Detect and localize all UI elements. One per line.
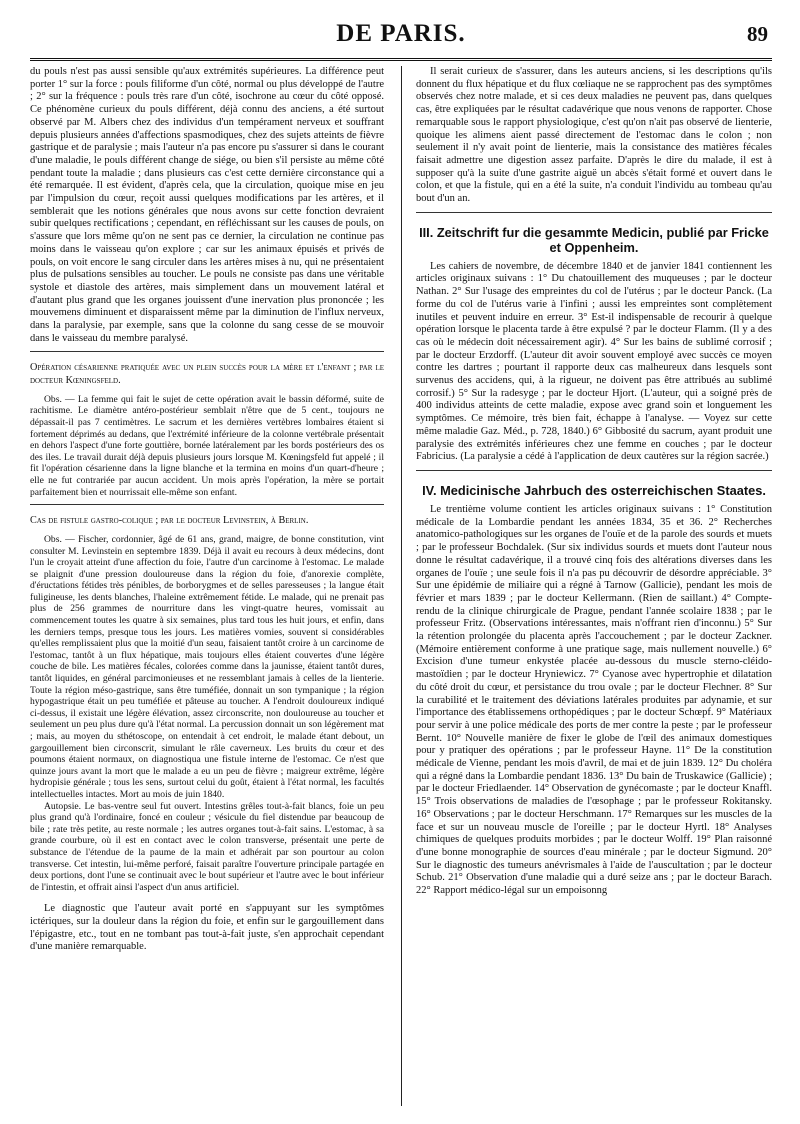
section-separator [416,212,772,213]
page-number: 89 [747,22,768,46]
running-title: DE PARIS. [336,20,466,47]
section-separator [416,470,772,471]
cesarean-section-title: Opération césarienne pratiquée avec un plein succès pour la mère et l'enfant ; par le docteur Kœningsfeld. [30,362,384,387]
page-header [30,18,772,58]
header-rule [30,58,772,61]
zeitschrift-section-title: III. Zeitschrift fur die gesammte Medicin, publié par Fricke et Oppenheim. [419,224,769,255]
fistula-discussion-paragraph: Il serait curieux de s'assurer, dans les auteurs anciens, si les descriptions qu'ils donnent du flux hépatique et du flux cœliaque ne se rapprochent pas des symptômes observés chez notre malade, et si ces deux maladies ne peuvent pas, dans quelques cas, être expliquées par le résultat cadavérique que nous venons de rapporter. Chose remarquable sous le rapport physiologique, c'est qu'on n'ait pas observé de lienterie, quoique les alimens aient passé directement de l'estomac dans le colon ; non seulement il n'y avait point de lienterie, mais la consistance des matières fécales faisait admettre une digestion assez parfaite. D'après le dire du malade, il est à supposer qu'à la suite d'une gastrite aiguë un abcès s'était formé et ouvert dans le colon, et que la fistule, qui en a été la suite, n'a conduit l'individu au tombeau qu'au bout d'un an. [416,66,772,205]
right-column [416,66,772,1106]
fistula-conclusion: Le diagnostic que l'auteur avait porté en s'appuyant sur les symptômes ictériques, sur la douleur dans la région du foie, et enfin sur le gargouillement dans l'épigastre, etc., tout en ne tombant pas tout-à-fait juste, s'en approchait cependant d'une manière remarquable. [30,903,384,953]
fistula-section-title: Cas de fistule gastro-colique ; par le docteur Levinstein, à Berlin. [30,515,309,527]
zeitschrift-section-text: Les cahiers de novembre, de décembre 1840 et de janvier 1841 contiennent les articles originaux suivans : 1° Du chatouillement des muqueuses ; par le docteur Nathan. 2° Sur l'usage des empreintes du col de l'utérus ; par le docteur Panck. (La forme du col de l'utérus varie à l'infini ; aussi les empreintes sont complètement inutiles et peuvent induire en erreur. 3° Est-il indispensable de recourir à quelque opération lorsque le placenta tarde à être expulsé ? par le docteur Flamm. (Il y a des cas où le médecin doit nécessairement agir). 4° Sur les bains de sublimé corrosif ; par le docteur Erzdorff. (L'auteur dit avoir souvent employé avec succès ce moyen contre les dartres ; pourtant il rapporte deux cas malheureux dans lesquels sont survenus des accidens, qui, à la rigueur, ne doivent pas être attribués au sublimé corrosif.) 5° Sur la radesyge ; par le docteur Hjort. (L'auteur, qui a soigné près de 400 individus atteints de cette maladie, expose avec grand soin et longuement les symptômes. Ce mémoire, très bien fait, échappe à l'analyse. — Voyez sur cette même maladie Gaz. Méd., p. 728, 1840.) 6° Gibbosité du sacrum, ayant produit une paralysie des extrémités inférieures chez une femme en couches ; par le docteur Fabricius. (La paralysie a cédé à l'application de deux cautères sur la région sacrée.) [416,260,772,463]
jahrbuch-section-title: IV. Medicinische Jahrbuch des osterreichischen Staates. [422,482,766,498]
jahrbuch-section-text: Le trentième volume contient les articles originaux suivans : 1° Constitution médicale de la Lombardie pendant les années 1834, 35 et 36. 2° Recherches anatomico-pathologiques sur les organes de l'ouïe et de la parole des sourds et muets ; par le professeur Bochdalek. (Sur six individus sourds et muets dont l'auteur nous donne le résultat cadavérique, il a trouvé cinq fois des altérations diverses dans les organes de l'ouïe ; une seule fois il n'a pas pu découvrir de désordre appréciable. 3° Sur une épidémie de miliaire qui a régné à Tarnow (Gallicie), pendant les mois de février et mars 1839 ; par le docteur Kellermann. (Rien de saillant.) 4° Compte-rendu de la clinique chirurgicale de Prague, pendant l'année scolaire 1838 ; par le professeur Fritz. (Observations intéressantes, mais n'offrant rien d'inconnu.) 5° Sur la rétention prolongée du placenta après l'accouchement ; par le docteur Zackner. (Mémoire entièrement conforme à une pratique sage, mais nullement nouvelle.) 6° Excision d'une tumeur enkystée placée au-dessous du muscle sterno-cléido-mastoïdien ; par le docteur Hryniewicz. 7° Cyanose avec hypertrophie et dilatation du côté droit du cœur, et persistance du trou ovale ; par le docteur Flechner. 8° Sur la curabilité et le traitement des déviations latérales produites par adynamie, et sur l'importance des établissemens orthopédiques ; par le docteur Schœpf. 9° Matériaux pour servir à une police médicale des ports de mer contre la peste ; par le professeur Bernt. 10° Nouvelle manière de fixer le globe de l'œil des animaux domestiques pour y pratiquer des opérations ; par le professeur Hayne. 11° De la constitution médicale de Vienne, pendant les mois d'avril, de mai et de juin 1839. 12° Du choléra qui a régné dans la Lombardie pendant 1836. 13° Du bain de Truskawice (Gallicie) ; par le docteur Friedlaender. 14° Observation de gynécomaste ; par le docteur Knaffl. 15° Trois observations de maladies de l'œsophage ; par le professeur Rokitansky. 16° Observations ; par le docteur Herschmann. 17° Remarques sur les muscles de la face et sur un nouveau muscle de l'oreille ; par le docteur Hyrtl. 18° Analyses chimiques de quelques produits morbides ; par le docteur Wolff. 19° Plan raisonné d'une bonne monographie de sources d'eau minérale ; par le docteur Sigmund. 20° Sur le diagnostic des tumeurs anévrismales à l'aide de l'auscultation ; par le docteur Schub. 21° Observation d'une maladie qui a duré seize ans ; par le docteur Barach. 22° Rapport médico-légal sur un empoisonng [416,503,772,897]
fistula-autopsy: Autopsie. Le bas-ventre seul fut ouvert. Intestins grêles tout-à-fait blancs, foie un peu plus grand qu'à l'ordinaire, foncé en couleur ; vésicule du fiel distendue par beaucoup de bile ; rate très petite, au reste normale ; les autres organes tout-à-fait sains. L'estomac, à sa grande courbure, où il est en contact avec le colon transverse, présentait une perte de substance de l'étendue de la paume de la main et adhérait par son pourtour au colon transverse. Cet intestin, lui-même perforé, faisait paraître l'ouverture principale partagée en deux portions, dont l'une se continuait avec le bout supérieur et l'autre avec le bout inférieur de l'intestin, et offrait ainsi l'aspect d'un anus artificiel. [30,800,384,893]
section-separator [30,351,384,352]
left-column [30,66,384,1106]
cesarean-section-text: Obs. — La femme qui fait le sujet de cette opération avait le bassin déformé, suite de rachitisme. Le diamètre antéro-postérieur semblait n'être que de 5 cent., toujours ne dépassait-il pas 7 centimètres. Le sacrum et les dernières vertèbres lombaires étaient si fortement déprimés au dedans, que l'extrémité inférieure de la colonne vertébrale présentait en dehors l'aspect d'une forte gouttière, bornée latéralement par les bords postérieurs des os des iles. Le travail durait déjà depuis plusieurs jours lorsque M. Kœningsfeld fut appelé ; il fit l'opération césarienne dans la ligne blanche et la termina en moins d'un quart-d'heure ; elle ne fut contrariée par aucun accident. Un mois après l'opération, la mère se portait parfaitement bien et nourrissait elle-même son enfant. [30,393,384,498]
fistula-observation: Obs. — Fischer, cordonnier, âgé de 61 ans, grand, maigre, de bonne constitution, vint consulter M. Levinstein en septembre 1839. Déjà il avait eu recours à deux médecins, dont l'un le croyait atteint d'une affection du foie, l'autre d'un carcinome à l'estomac. Le malade se plaignit d'une pression douloureuse dans la région du foie, d'anorexie complète, d'éructations fétides très pénibles, de borborygmes et de selles paresseuses ; la langue était fuligineuse, les dents blanches, l'haleine extrêmement fétide. Le malade, qui ne prenait pas plus de 256 grammes de nourriture dans les vingt-quatre heures, vomissait au commencement toutes les quatre à six semaines, plus tard tous les huit jours, et enfin, dans les derniers temps, presque tous les jours. Les matières vomies, souvent si considérables qu'elles remplissaient plus que la moitié d'un seau, faisaient tantôt croire à un carcinome de l'estomac, tantôt à un flux hépatique, mais toujours elles étaient couvertes d'une légère couche de bile. Les matières fécales, colorées comme dans la jaunisse, étaient tantôt dures, tantôt liquides, en général parcimonieuses et ne ressemblant jamais à celles de la lienterie. Toute la région méso-gastrique, sans être tuméfiée, donnait un son tympanique ; la région hypogastrique était un peu tuméfiée et pâteuse au toucher. A l'endroit douloureux indiqué ci-dessus, il existait une légère élévation, assez circonscrite, non douloureuse au toucher et seulement un peu plus dure qu'à l'état normal. La percussion donnait un son légèrement mat ; mais, au moyen du sthétoscope, on entendait à cet endroit, le malade étant debout, un gargouillement bien circonscrit, simulant le râle caverneux. Les bruits du cœur et des poumons étaient normaux, on diagnostiqua une fistule interne de l'estomac. Ce n'est que quinze jours avant la mort que le malade a eu un peu de fièvre ; maigreur extrême, légère hydropisie générale ; tous les sens, surtout celui du goût, étaient à l'état normal, les facultés intellectuelles intactes. Mort au mois de juin 1840. [30,533,384,800]
column-divider [401,66,402,1106]
pulse-continuation-paragraph: du pouls n'est pas aussi sensible qu'aux extrémités supérieures. La différence peut porter 1° sur la force : pouls filiforme d'un côté, normal ou plus développé de l'autre ; 2° sur la fréquence : pouls très rare d'un côté, isochrone au cœur du côté opposé. Ce phénomène curieux du pouls différent, déjà connu des anciens, a été surtout observé par M. Albers chez des individus d'un tempérament nerveux et souffrant depuis plusieurs années d'affections spasmodiques, chez des sujets atteints de fièvre gastrique et de paralysie ; mais l'auteur n'a pas encore pu s'assurer si dans le courant d'une maladie, le pouls différent change de siége, ou bien s'il persiste au même côté pendant toute la maladie ; dans plusieurs cas c'est cette dernière circonstance qui a été remarquée. Il est évident, d'après cela, que la circulation, quoique mise en jeu par l'impulsion du cœur, reçoit aussi quelques modifications par les artères, et il semblerait que les notions générales que nous avons sur cette fonction devraient subir quelques rectifications ; cependant, en réfléchissant sur les causes de pouls, on s'assure que lors même qu'on ne sent pas ce dernier, la circulation ne continue pas moins dans le vaisseau qu'on explore ; car sur les animaux épuisés et privés de pouls, on voit encore le sang circuler dans les artères mises à nu, qui ne présentaient plus de pulsations sensibles au toucher. Le pouls ne consiste pas dans une véritable systole et diastole des artères, mais simplement dans un mouvement latéral et d'autant plus grand que les organes jouissent d'une inervation plus prononcée ; les mouvemens diminuent et disparaissent même par la diminution de l'influx nerveux, dans la paralysie, par exemple, sans que la colonne du sang cesse de se mouvoir dans le vaisseau du membre paralysé. [30,66,384,344]
section-separator [30,504,384,505]
